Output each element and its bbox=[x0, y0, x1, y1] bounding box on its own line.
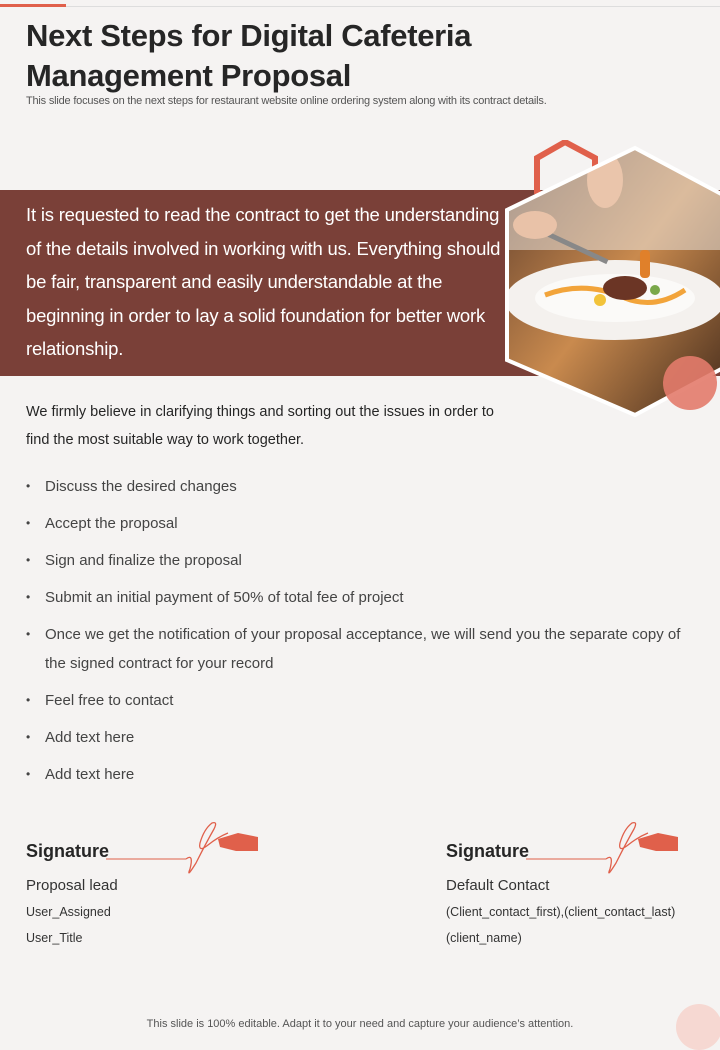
top-rule bbox=[0, 6, 720, 7]
signature-role: Proposal lead bbox=[26, 877, 118, 894]
signature-detail: User_Title bbox=[26, 931, 83, 945]
banner-text: It is requested to read the contract to get the understanding of the details involved in working with us. Everything should be fair, transparent and easily understandable at the beginning in order to lay a solid foundation for better work relationship. bbox=[26, 204, 501, 359]
list-item: • Feel free to contact bbox=[26, 686, 686, 715]
signature-name: (Client_contact_first),(client_contact_last) bbox=[446, 905, 676, 919]
top-accent-bar bbox=[0, 4, 66, 7]
intro-paragraph: We firmly believe in clarifying things and sorting out the issues in order to find the most suitable way to work together. bbox=[26, 404, 494, 448]
signature-detail: (client_name) bbox=[446, 931, 522, 945]
list-item: • Sign and finalize the proposal bbox=[26, 546, 686, 575]
signature-name: User_Assigned bbox=[26, 905, 111, 919]
signature-role: Default Contact bbox=[446, 877, 550, 894]
list-item: • Add text here bbox=[26, 723, 686, 752]
accent-circle bbox=[663, 356, 717, 410]
list-item: • Discuss the desired changes bbox=[26, 472, 686, 501]
signature-block-left bbox=[26, 815, 296, 955]
list-item: • Submit an initial payment of 50% of total fee of project bbox=[26, 583, 686, 612]
list-item: • Accept the proposal bbox=[26, 509, 686, 538]
footer-note: This slide is 100% editable. Adapt it to your need and capture your audience’s attention. bbox=[146, 1018, 574, 1030]
page-title: Next Steps for Digital Cafeteria Management Proposal bbox=[26, 18, 472, 93]
food-photo-hexagon bbox=[505, 140, 720, 430]
signature-block-right bbox=[446, 815, 716, 955]
signature-hand-icon bbox=[526, 815, 686, 875]
list-item: • Once we get the notification of your proposal acceptance, we will send you the separate copy of the signed contract for your record bbox=[26, 620, 686, 678]
corner-decoration bbox=[676, 1004, 720, 1050]
page-subtitle: This slide focuses on the next steps for restaurant website online ordering system along with its contract details. bbox=[26, 95, 547, 107]
signature-hand-icon bbox=[106, 815, 266, 875]
next-steps-list bbox=[26, 472, 686, 797]
signature-title: Signature bbox=[26, 841, 110, 861]
signature-title: Signature bbox=[446, 841, 530, 861]
list-item: • Add text here bbox=[26, 760, 686, 789]
